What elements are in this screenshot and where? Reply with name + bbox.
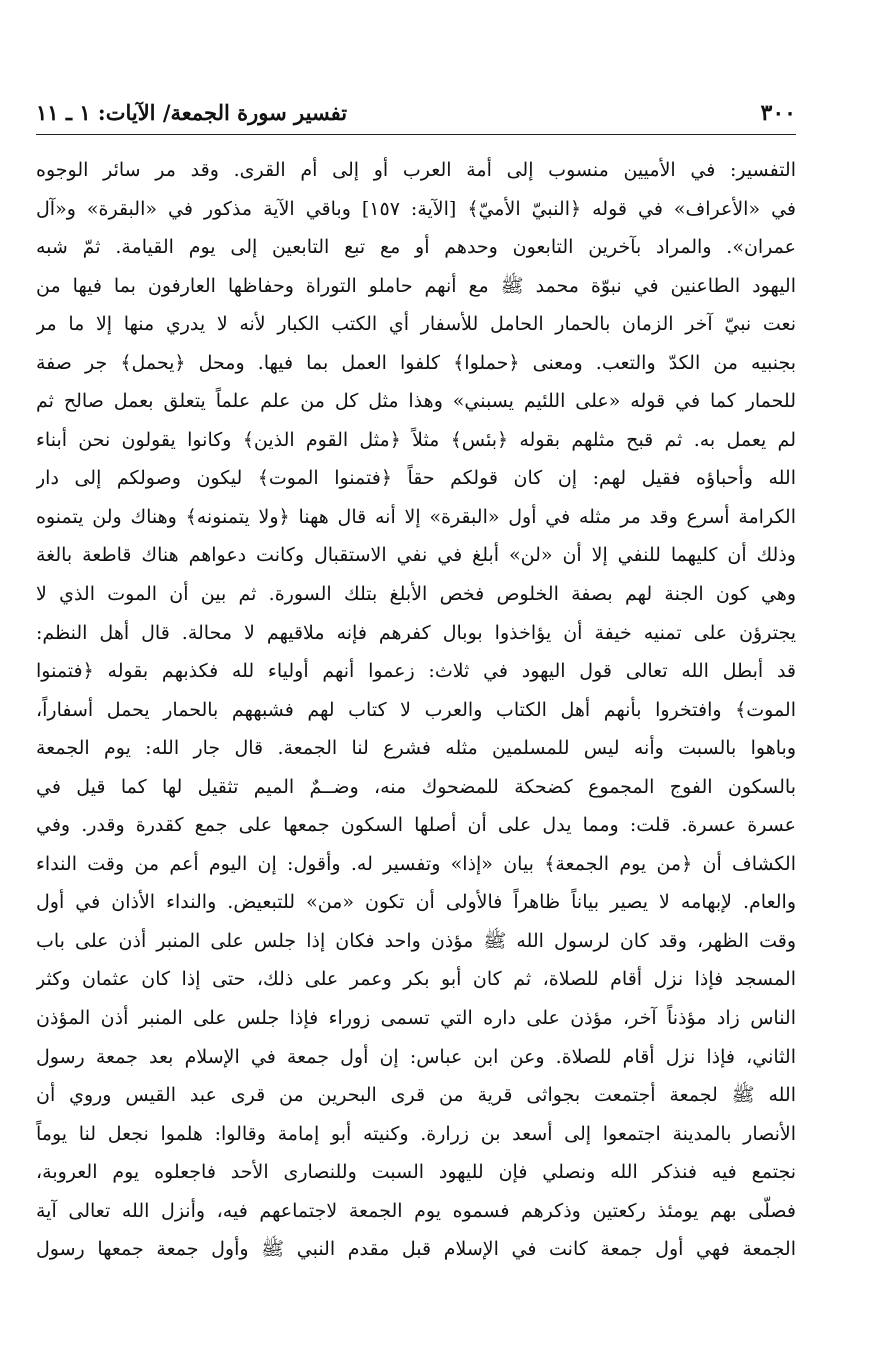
text-line: عمران». والمراد بآخرين التابعون وحدهم أو مع تبع التابعين إلى يوم القيامة. ثمّ شبه [36,236,796,259]
text-line: الكرامة أسرع وقد مر مثله في أول «البقرة» إلا أنه قال ههنا ﴿ولا يتمنونه﴾ وهناك ولن يتمنوه [36,505,796,528]
text-line: الناس زاد مؤذناً آخر، مؤذن على داره التي تسمى زوراء فإذا جلس على المنبر أذن المؤذن [36,1007,796,1030]
text-line: قد أبطل الله تعالى قول اليهود في ثلاث: زعموا أنهم أولياء لله فكذبهم بقوله ﴿فتمنوا [36,660,796,683]
text-line: الموت﴾ وافتخروا بأنهم أهل الكتاب والعرب لا كتاب لهم فشبههم بالحمار يحمل أسفاراً، [36,698,796,721]
text-line: وذلك أن كليهما للنفي إلا أن «لن» أبلغ في نفي الاستقبال وكانت دعواهم هناك قاطعة بالغة [36,544,796,567]
text-line: الكشاف أن ﴿من يوم الجمعة﴾ بيان «إذا» وتفسير له. وأقول: إن اليوم أعم من وقت النداء [36,852,796,875]
text-line: بالسكون الفوج المجموع كضحكة للمضحوك منه، وضــمٌ الميم تثقيل لها كما قيل في [36,775,796,798]
page-header [36,94,796,135]
text-line: نعت نبيّ آخر الزمان بالحمار الحامل للأسفار أي الكتب الكبار لأنه لا يدري منها إلا ما مر [36,313,796,336]
text-line: لم يعمل به. ثم قبح مثلهم بقوله ﴿بئس﴾ مثلاً ﴿مثل القوم الذين﴾ وكانوا يقولون نحن أبناء [36,428,796,451]
text-line: الثاني، فإذا نزل أقام للصلاة. وعن ابن عباس: إن أول جمعة في الإسلام بعد جمعة رسول [36,1045,796,1068]
text-line: التفسير: في الأميين منسوب إلى أمة العرب أو إلى أم القرى. وقد مر سائر الوجوه [36,159,796,181]
text-line: اليهود الطاعنين في نبوّة محمد ﷺ مع أنهم حاملو التوراة وحفاظها العارفون بما فيها من [36,274,796,297]
text-line: المسجد فإذا نزل أقام للصلاة، ثم كان أبو بكر وعمر على ذلك، حتى إذا كان عثمان وكثر [36,968,796,991]
text-line: في «الأعراف» في قوله ﴿النبيّ الأميّ﴾ [الآية: ١٥٧] وباقي الآية مذكور في «البقرة» و«آل [36,197,796,220]
text-line: وباهوا بالسبت وأنه ليس للمسلمين مثله فشرع لنا الجمعة. قال جار الله: يوم الجمعة [36,737,796,760]
running-title: تفسير سورة الجمعة/ الآيات: ١ ـ ١١ [36,100,348,125]
page-number: ٣٠٠ [760,100,796,126]
text-line: الله ﷺ لجمعة أجتمعت بجواثى قرية من قرى البحرين من قرى عبد القيس وروي أن [36,1084,796,1107]
text-line: فصلّى بهم يومئذ ركعتين وذكرهم فسموه يوم الجمعة لاجتماعهم فيه، وأنزل الله تعالى آية [36,1199,796,1222]
text-line: يجترؤن على تمنيه خيفة أن يؤاخذوا بوبال كفرهم فإنه ملاقيهم لا محالة. قال أهل النظم: [36,621,796,644]
text-line: والعام. لإبهامه لا يصير بياناً ظاهراً فالأولى أن تكون «من» للتبعيض. والنداء الأذان في أول [36,891,796,914]
text-line: وهي كون الجنة لهم بصفة الخلوص فخص الأبلغ بتلك السورة. ثم بين أن الموت الذي لا [36,583,796,606]
text-line: الأنصار بالمدينة اجتمعوا إلى أسعد بن زرارة. وكنيته أبو إمامة وقالوا: هلموا نجعل لنا يوماً [36,1122,796,1145]
text-line: الجمعة فهي أول جمعة كانت في الإسلام قبل مقدم النبي ﷺ وأول جمعة جمعها رسول [36,1238,796,1261]
text-line: للحمار كما في قوله «على اللئيم يسبني» وهذا مثل كل من علم علماً يتعلق بعمل صالح ثم [36,390,796,413]
text-line: نجتمع فيه فنذكر الله ونصلي فإن لليهود السبت وللنصارى الأحد فاجعلوه يوم العروبة، [36,1161,796,1184]
text-line: وقت الظهر، وقد كان لرسول الله ﷺ مؤذن واحد فكان إذا جلس على المنبر أذن على باب [36,929,796,952]
text-line: بجنبيه من الكدّ والتعب. ومعنى ﴿حملوا﴾ كلفوا العمل بما فيها. ومحل ﴿يحمل﴾ جر صفة [36,351,796,374]
tafsir-body-text [36,151,796,1269]
text-line: الله وأحباؤه فقيل لهم: إن كان قولكم حقاً ﴿فتمنوا الموت﴾ ليكون وصولكم إلى دار [36,467,796,490]
text-line: عسرة عسرة. قلت: ومما يدل على أن أصلها السكون جمعها على جمع كقدرة وقدر. وفي [36,814,796,837]
